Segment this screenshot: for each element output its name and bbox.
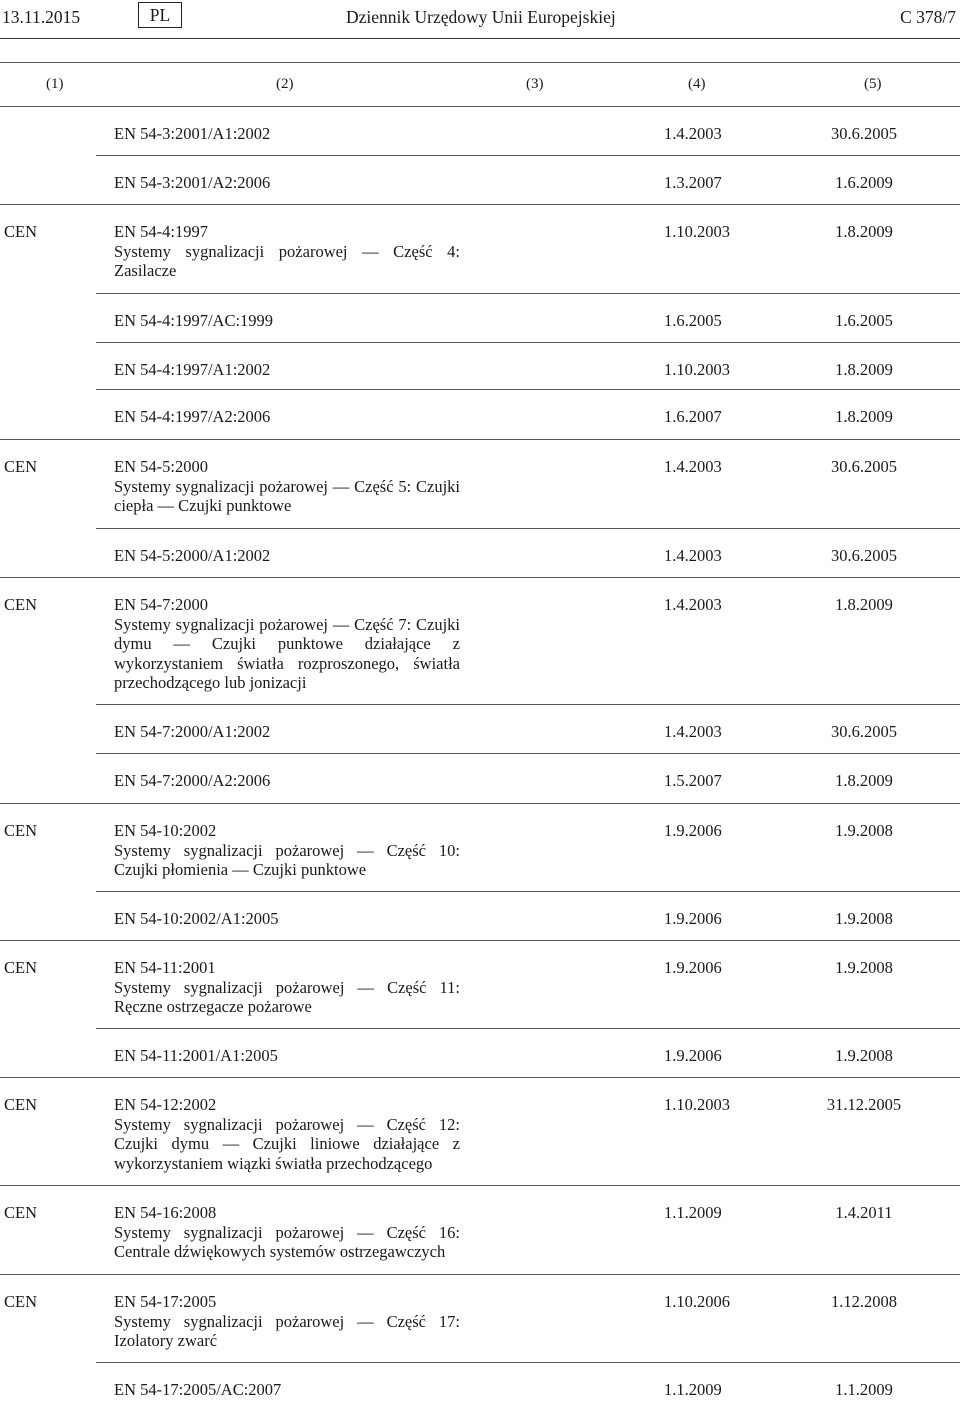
row-divider <box>0 1274 960 1275</box>
date-of-cessation: 1.4.2011 <box>835 1203 893 1222</box>
standard-reference: EN 54-3:2001/A1:2002 <box>114 124 271 143</box>
reference-cell <box>114 958 460 1017</box>
organisation-cell: CEN <box>4 1292 37 1311</box>
language-badge: PL <box>138 2 182 28</box>
date-of-cessation: 1.8.2009 <box>835 222 893 241</box>
row-divider <box>0 204 960 205</box>
standard-reference: EN 54-17:2005 <box>114 1292 217 1311</box>
row-divider <box>0 1185 960 1186</box>
reference-cell <box>114 821 460 880</box>
date-of-publication: 1.10.2003 <box>664 222 730 241</box>
date-of-cessation: 30.6.2005 <box>831 722 897 741</box>
date-of-publication: 1.3.2007 <box>664 173 722 192</box>
date-of-cessation: 1.9.2008 <box>835 1046 893 1065</box>
standard-reference: EN 54-5:2000/A1:2002 <box>114 546 271 565</box>
date-of-publication: 1.9.2006 <box>664 909 722 928</box>
standard-reference: EN 54-12:2002 <box>114 1095 217 1114</box>
standard-reference: EN 54-4:1997/AC:1999 <box>114 311 274 330</box>
standard-title: Systemy sygnalizacji pożarowej — Część 16: Centrale dźwiękowych systemów ostrzegawczych <box>114 1222 460 1261</box>
standard-reference: EN 54-17:2005/AC:2007 <box>114 1380 282 1399</box>
date-of-publication: 1.5.2007 <box>664 771 722 790</box>
column-header-3: (3) <box>526 76 544 92</box>
standard-reference: EN 54-7:2000/A2:2006 <box>114 771 271 790</box>
date-of-publication: 1.10.2003 <box>664 1095 730 1114</box>
reference-cell <box>114 909 460 929</box>
row-divider <box>96 1028 960 1029</box>
row-divider <box>0 439 960 440</box>
row-divider <box>96 891 960 892</box>
reference-cell <box>114 1095 460 1173</box>
journal-title: Dziennik Urzędowy Unii Europejskiej <box>346 7 616 27</box>
reference-cell <box>114 360 460 380</box>
reference-cell <box>114 311 460 331</box>
date-of-publication: 1.4.2003 <box>664 124 722 143</box>
date-of-cessation: 1.8.2009 <box>835 360 893 379</box>
date-of-publication: 1.9.2006 <box>664 1046 722 1065</box>
organisation-cell: CEN <box>4 1095 37 1114</box>
row-divider <box>96 342 960 343</box>
standard-title: Systemy sygnalizacji pożarowej — Część 5: Czujki ciepła — Czujki punktowe <box>114 476 460 515</box>
standard-reference: EN 54-4:1997 <box>114 222 208 241</box>
standard-title: Systemy sygnalizacji pożarowej — Część 10: Czujki płomienia — Czujki punktowe <box>114 840 460 879</box>
row-divider <box>96 704 960 705</box>
organisation-cell: CEN <box>4 1203 37 1222</box>
organisation-cell: CEN <box>4 821 37 840</box>
date-of-cessation: 1.6.2009 <box>835 173 893 192</box>
publication-date: 13.11.2015 <box>2 7 81 27</box>
date-of-publication: 1.10.2006 <box>664 1292 730 1311</box>
row-divider <box>96 155 960 156</box>
row-divider <box>0 577 960 578</box>
row-divider <box>96 528 960 529</box>
row-divider <box>0 1077 960 1078</box>
standard-reference: EN 54-3:2001/A2:2006 <box>114 173 271 192</box>
organisation-cell: CEN <box>4 595 37 614</box>
column-header-5: (5) <box>864 76 882 92</box>
date-of-cessation: 1.6.2005 <box>835 311 893 330</box>
standard-reference: EN 54-7:2000 <box>114 595 208 614</box>
reference-cell <box>114 1203 460 1262</box>
date-of-cessation: 1.8.2009 <box>835 595 893 614</box>
date-of-cessation: 30.6.2005 <box>831 124 897 143</box>
row-divider <box>0 940 960 941</box>
date-of-publication: 1.6.2005 <box>664 311 722 330</box>
row-divider <box>0 803 960 804</box>
standard-title: Systemy sygnalizacji pożarowej — Część 17: Izolatory zwarć <box>114 1311 460 1350</box>
organisation-cell: CEN <box>4 222 37 241</box>
date-of-publication: 1.9.2006 <box>664 821 722 840</box>
reference-cell <box>114 1046 460 1066</box>
date-of-publication: 1.10.2003 <box>664 360 730 379</box>
reference-cell <box>114 1292 460 1351</box>
column-header-2: (2) <box>276 76 294 92</box>
date-of-publication: 1.6.2007 <box>664 407 722 426</box>
date-of-cessation: 30.6.2005 <box>831 457 897 476</box>
date-of-cessation: 1.9.2008 <box>835 958 893 977</box>
date-of-cessation: 31.12.2005 <box>826 1095 902 1114</box>
reference-cell <box>114 407 460 427</box>
standard-reference: EN 54-11:2001 <box>114 958 216 977</box>
date-of-publication: 1.4.2003 <box>664 457 722 476</box>
standard-title: Systemy sygnalizacji pożarowej — Część 11: Ręczne ostrzegacze pożarowe <box>114 977 460 1016</box>
row-divider <box>96 293 960 294</box>
column-header-1: (1) <box>46 76 64 92</box>
date-of-cessation: 1.12.2008 <box>831 1292 897 1311</box>
date-of-publication: 1.4.2003 <box>664 546 722 565</box>
date-of-cessation: 1.8.2009 <box>835 771 893 790</box>
standard-reference: EN 54-5:2000 <box>114 457 208 476</box>
reference-cell <box>114 771 460 791</box>
standard-reference: EN 54-11:2001/A1:2005 <box>114 1046 278 1065</box>
date-of-publication: 1.1.2009 <box>664 1203 722 1222</box>
row-divider <box>96 1362 960 1363</box>
standard-reference: EN 54-10:2002/A1:2005 <box>114 909 279 928</box>
date-of-publication: 1.1.2009 <box>664 1380 722 1399</box>
date-of-cessation: 1.9.2008 <box>835 909 893 928</box>
reference-cell <box>114 222 460 281</box>
organisation-cell: CEN <box>4 958 37 977</box>
date-of-cessation: 1.9.2008 <box>835 821 893 840</box>
reference-cell <box>114 595 460 693</box>
standard-title: Systemy sygnalizacji pożarowej — Część 12: Czujki dymu — Czujki liniowe działające z wykorzystaniem wiązki światła przechodzącego <box>114 1114 460 1173</box>
reference-cell <box>114 457 460 516</box>
page-number: C 378/7 <box>900 7 956 27</box>
date-of-publication: 1.4.2003 <box>664 722 722 741</box>
organisation-cell: CEN <box>4 457 37 476</box>
standard-reference: EN 54-4:1997/A2:2006 <box>114 407 271 426</box>
reference-cell <box>114 1380 460 1400</box>
date-of-publication: 1.9.2006 <box>664 958 722 977</box>
row-divider <box>96 389 960 390</box>
standard-title: Systemy sygnalizacji pożarowej — Część 4: Zasilacze <box>114 241 460 280</box>
date-of-cessation: 1.1.2009 <box>835 1380 893 1399</box>
standard-reference: EN 54-4:1997/A1:2002 <box>114 360 271 379</box>
row-divider <box>96 753 960 754</box>
reference-cell <box>114 546 460 566</box>
date-of-publication: 1.4.2003 <box>664 595 722 614</box>
date-of-cessation: 30.6.2005 <box>831 546 897 565</box>
standard-reference: EN 54-16:2008 <box>114 1203 217 1222</box>
standard-reference: EN 54-10:2002 <box>114 821 217 840</box>
standard-reference: EN 54-7:2000/A1:2002 <box>114 722 271 741</box>
date-of-cessation: 1.8.2009 <box>835 407 893 426</box>
standard-title: Systemy sygnalizacji pożarowej — Część 7: Czujki dymu — Czujki punktowe działające z wykorzystaniem światła rozproszonego, światła przechodzącego lub jonizacji <box>114 614 460 692</box>
reference-cell <box>114 124 460 144</box>
reference-cell <box>114 173 460 193</box>
column-header-4: (4) <box>688 76 706 92</box>
reference-cell <box>114 722 460 742</box>
